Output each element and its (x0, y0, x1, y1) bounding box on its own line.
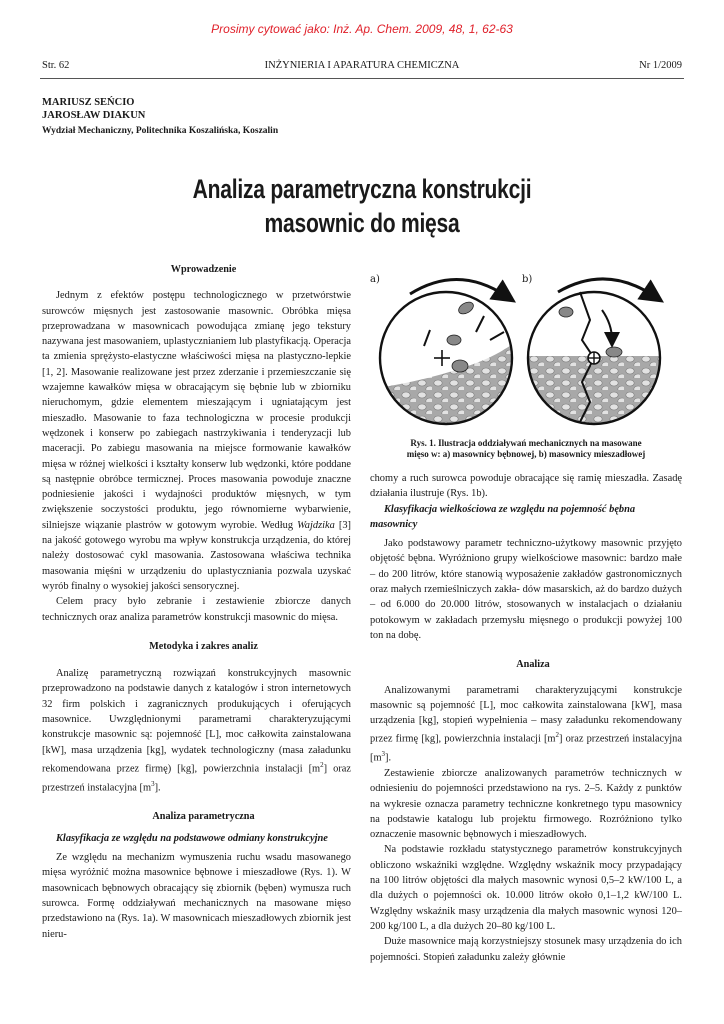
figure-1 (368, 270, 684, 470)
right-column (370, 471, 682, 965)
analysis-parameters-paragraph: Analizowanymi parametrami charakteryzującymi konstrukcje masownic są pojemność [L], moc całkowita zainstalowana [kW], masa urządzenia [kg], stopień wypełnienia – masy załadunku rekomendowany przez firmę [kg], powierzchnia instalacji $[m^2]$ oraz przestrzeń instalacyjna $[m^3]$. (370, 684, 682, 764)
large-machines-paragraph: Duże masownice mają korzystniejszy stosunek masy urządzenia do ich pojemności. Stopień załadunku zależy głównie (370, 936, 682, 963)
figure-caption (368, 438, 684, 460)
size-class-paragraph: Jako podstawowy parametr techniczno-użytkowy masownic przyjęto objętość bębna. Wyróżniono grupy wielkościowe masownic: bardzo małe – do 200 litrów, które stanowią wyposażenie zakładów gastronomicznych oraz małych rzemieślniczych zakła- dów masarskich, aż do bardzo dużych – od 6.000 do 20.000 litrów, stosowanych w instalacjach o działaniu potokowym w zakładach przemysłu mięsnego o produkcji powyżej 100 ton na dobę. (370, 538, 682, 641)
author-1: MARIUSZ SEŃCIO (42, 97, 135, 108)
affiliation: Wydział Mechaniczny, Politechnika Koszalińska, Koszalin (42, 126, 279, 136)
summary-paragraph: Zestawienie zbiorcze analizowanych parametrów technicznych w odniesieniu do pojemności przedstawiono na rys. 2–5. Każdy z punktów na wykresie oznacza parametry techniczne konkretnego typu masownicy na podstawie katalogu lub projektu firmowego. Rozróżniono tylko oznaczenie masownic bębnowych i mieszadłowych. (370, 767, 682, 841)
mixing-illustration (368, 270, 684, 430)
caption-line-1: Rys. 1. Ilustracja oddziaływań mechanicznych na masowane (410, 438, 642, 448)
caption-line-2: mięso w: a) masownicy bębnowej, b) masownicy mieszadłowej (406, 449, 646, 459)
citation-note: Prosimy cytować jako: Inż. Ap. Chem. 2009, 48, 1, 62-63 (211, 22, 513, 36)
article-title (80, 172, 645, 240)
paddle-mixer-diagram (526, 279, 668, 430)
drum-tumbler-diagram (378, 279, 518, 430)
left-column (42, 262, 351, 942)
section-heading-intro: Wprowadzenie (170, 264, 237, 275)
methods-paragraph: Analizę parametryczną rozwiązań konstrukcyjnych masownic przeprowadzono na podstawie danych z katalogów i stron internetowych 32 firm polskich i zagranicznych produkujących i oferujących masownice. Uwzględnionymi parametrami charakteryzującymi konstrukcje masownic są: pojemność [L], moc całkowita zainstalowana [kW], masa urządzenia [kg], wydatek technologiczny (masa załadunku rekomendowana przez firmę) [kg], powierzchnia instalacji $[m^2]$ oraz przestrzeń instalacyjna $[m^3]$. (42, 668, 351, 794)
figure-label-b: b) (522, 274, 533, 285)
section-heading-analysis: Analiza (516, 659, 550, 671)
header-rule (40, 78, 684, 79)
figure-label-a: a) (370, 274, 380, 285)
mixer-continuation-paragraph: chomy a ruch surowca powoduje obracające się ramię mieszadła. Zasadę działania ilustruje (Rys. 1b). (370, 473, 682, 500)
section-heading-methods: Metodyka i zakres analiz (149, 640, 258, 652)
subsection-design-types: Klasyfikacja ze względu na podstawowe odmiany konstrukcyjne (56, 832, 328, 844)
author-2: JAROSŁAW DIAKUN (42, 110, 146, 121)
aim-paragraph: Celem pracy było zebranie i zestawienie zbiorcze danych technicznych oraz analiza parametrów konstrukcji masownic do mięsa. (42, 596, 351, 623)
journal-name: INŻYNIERIA I APARATURA CHEMICZNA (264, 60, 460, 71)
title-line-2: masownic do mięsa (264, 208, 460, 238)
title-line-1: Analiza parametryczna konstrukcji (192, 174, 532, 204)
design-types-paragraph: Ze względu na mechanizm wymuszenia ruchu wsadu masowanego mięsa wyróżnić można masownice bębnowe i mieszadłowe (Rys. 1). W masownicach bębnowych obracający się zbiornik (bęben) wymusza ruch surowca. Formę oddziaływań mechanicznych na masowane mięso przedstawiono na (Rys. 1a). W masownicach mieszadłowych zbiornik jest nieru- (42, 852, 351, 940)
issue-number: Nr 1/2009 (639, 60, 682, 71)
subsection-size-class: Klasyfikacja wielkościowa ze względu na pojemność bębna masownicy (370, 503, 636, 530)
page-number: Str. 62 (42, 60, 70, 71)
intro-paragraph: Jednym z efektów postępu technologicznego w przetwórstwie surowców mięsnych jest zastosowanie masownic. Obróbka mięsa przeprowadzana w masownicach powodująca zmianę jego tekstury nazywana jest masowaniem, uplastycznianiem lub plastyfikacją. Operacja ta zmienia sprężysto-elastyczne właściwości mięsa na plastyczno-lepkie [1, 2]. Masowanie realizowane jest przez zderzanie i przemieszczanie się wzajemne kawałków mięsa w obracającym się bębnie lub w zbiorniku nieruchomym, gdzie elementem mieszającym i ugniatającym jest mieszadło. Masowanie to faza technologiczna w procesie produkcji wędzonek i konserw po zabiegach nastrzykiwania i tenderyzacji lub maceracji. Po zabiegu masowania na miejsce formowanie kawałków mięsa w różnej wielkości i kształty konserw lub wędzonki, które poddane są następnie obróbce termicznej. Proces masowania powoduje znaczne podniesienie jakości i wydajności produktów mięsnych, w tym zwiększenie soczystości produktu, jego równomierne wybarwienie, silniejsze wiązanie plastrów w gotowym wyrobie. Według Wajdzika [3] na jakość gotowego wyrobu ma wpływ konstrukcja urządzenia, do której należy dostosować cykl masowania. Zastosowana właściwa technika masowania mięśni w urządzeniu do uplastyczniania pozwala uzyskać wyrób finalny o wysokiej jakości sensorycznej. (42, 290, 351, 592)
indices-paragraph: Na podstawie rozkładu statystycznego parametrów konstrukcyjnych obliczono wskaźniki względne. Względny wskaźnik mocy przypadający na 100 litrów objętości dla małych masownic wynosi 0,5–2 kW/100 L, a dla dużych o pojemności ok. 10.000 litrów około 0,1–1,2 kW/100 L. Względny wskaźnik masy urządzenia dla małych masownic wynosi 120–200 kg/100 L, a dla dużych 20–80 kg/100 L. (370, 844, 682, 932)
section-heading-parametric: Analiza parametryczna (152, 811, 255, 823)
author-name-emphasis: Wajdzika (297, 519, 335, 531)
authors (42, 96, 145, 122)
